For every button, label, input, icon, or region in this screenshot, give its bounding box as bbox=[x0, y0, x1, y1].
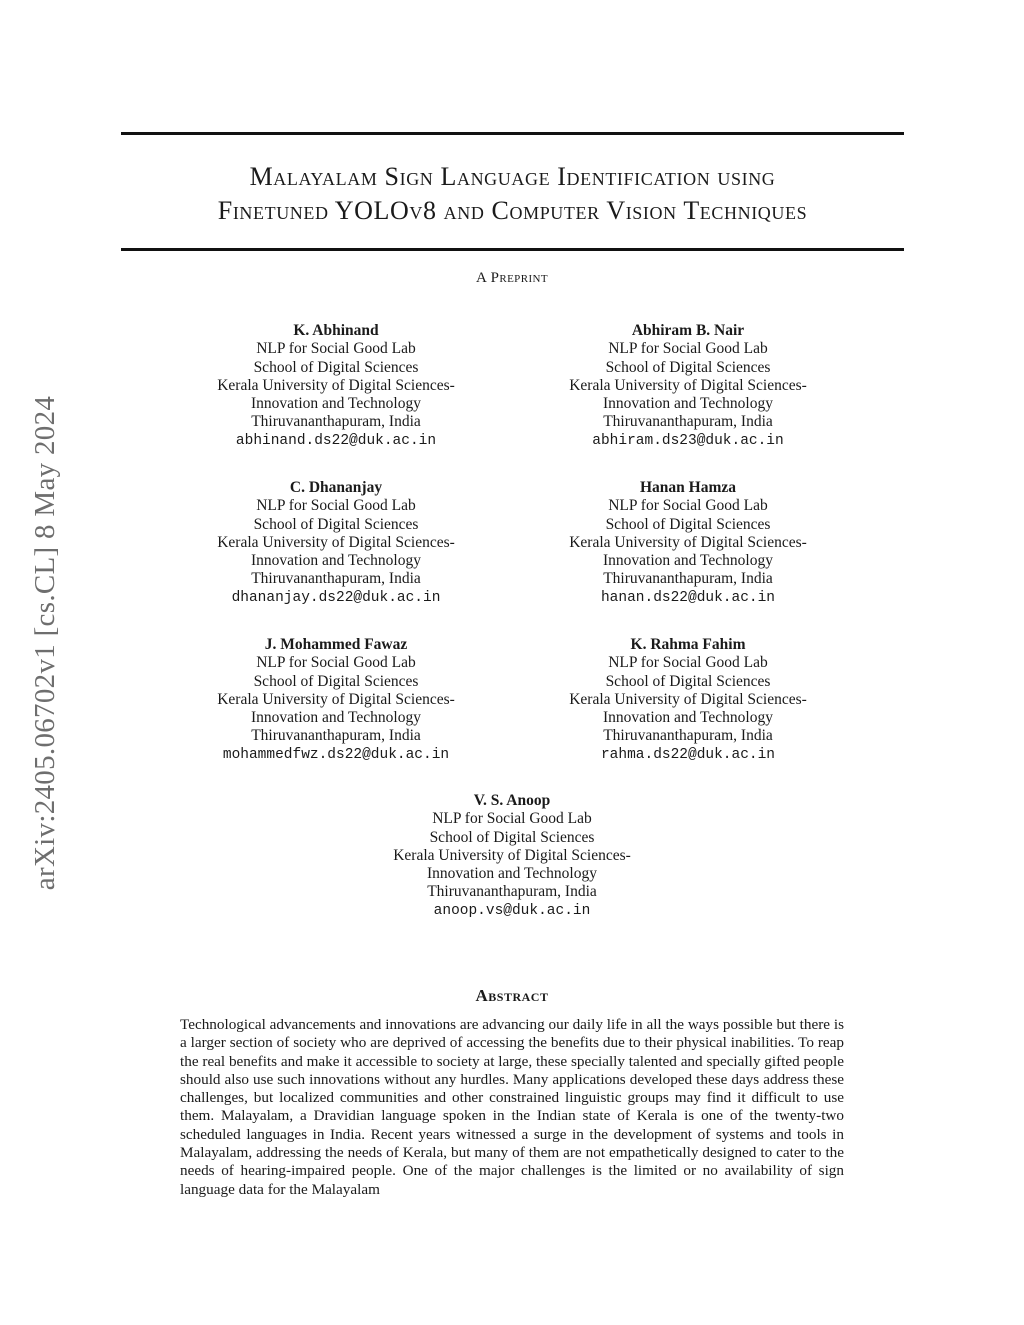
author-name: K. Abhinand bbox=[293, 322, 379, 339]
preprint-label: A Preprint bbox=[476, 270, 548, 286]
author-school: School of Digital Sciences bbox=[605, 358, 771, 376]
author-email: anoop.vs@duk.ac.in bbox=[433, 902, 591, 919]
author-school: School of Digital Sciences bbox=[429, 828, 595, 846]
author-university-cont: Innovation and Technology bbox=[603, 709, 773, 727]
author-name: Abhiram B. Nair bbox=[631, 322, 745, 339]
author-block bbox=[156, 322, 516, 450]
author-lab: NLP for Social Good Lab bbox=[432, 810, 592, 828]
author-school: School of Digital Sciences bbox=[253, 672, 419, 690]
author-school: School of Digital Sciences bbox=[253, 515, 419, 533]
author-city: Thiruvananthapuram, India bbox=[251, 413, 421, 431]
author-city: Thiruvananthapuram, India bbox=[603, 413, 773, 431]
author-university-cont: Innovation and Technology bbox=[603, 552, 773, 570]
author-name: Hanan Hamza bbox=[639, 479, 737, 496]
author-city: Thiruvananthapuram, India bbox=[603, 727, 773, 745]
author-block bbox=[508, 479, 868, 607]
author-block bbox=[508, 322, 868, 450]
author-name: C. Dhananjay bbox=[289, 479, 383, 496]
paper-title bbox=[121, 160, 904, 228]
author-city: Thiruvananthapuram, India bbox=[251, 570, 421, 588]
author-university: Kerala University of Digital Sciences- bbox=[217, 690, 455, 708]
author-name: K. Rahma Fahim bbox=[630, 636, 746, 653]
title-top-rule bbox=[121, 132, 904, 135]
title-bottom-rule bbox=[121, 248, 904, 251]
author-lab: NLP for Social Good Lab bbox=[608, 654, 768, 672]
title-line-2: Finetuned YOLOv8 and Computer Vision Techniques bbox=[217, 196, 808, 225]
author-block bbox=[332, 792, 692, 920]
author-university-cont: Innovation and Technology bbox=[427, 865, 597, 883]
author-lab: NLP for Social Good Lab bbox=[608, 497, 768, 515]
author-university-cont: Innovation and Technology bbox=[251, 709, 421, 727]
author-university: Kerala University of Digital Sciences- bbox=[569, 690, 807, 708]
abstract-text: Technological advancements and innovations are advancing our daily life in all the ways possible but there is a larger section of society who are deprived of accessing the benefits due to their physical inabilities. To reap the real benefits and make it accessible to society at large, these specially talented and specially gifted people should also use such innovations without any hurdles. Many applications developed these days address these challenges, but localized communities and other constrained linguistic groups may find it difficult to use them. Malayalam, a Dravidian language spoken in the Indian state of Kerala is one of the twenty-two scheduled languages in India. Recent years witnessed a surge in the development of systems and tools in Malayalam, addressing the needs of Kerala, but many of them are not empathetically designed to cater to the needs of hearing-impaired people. One of the major challenges is the limited or no availability of sign language data for the Malayalam bbox=[180, 1016, 844, 1198]
author-university: Kerala University of Digital Sciences- bbox=[569, 533, 807, 551]
author-block bbox=[508, 636, 868, 764]
author-email: dhananjay.ds22@duk.ac.in bbox=[231, 589, 441, 606]
author-lab: NLP for Social Good Lab bbox=[256, 654, 416, 672]
author-university: Kerala University of Digital Sciences- bbox=[393, 846, 631, 864]
author-school: School of Digital Sciences bbox=[605, 515, 771, 533]
author-lab: NLP for Social Good Lab bbox=[256, 497, 416, 515]
author-city: Thiruvananthapuram, India bbox=[251, 727, 421, 745]
title-line-1: Malayalam Sign Language Identification using bbox=[249, 162, 776, 191]
author-city: Thiruvananthapuram, India bbox=[603, 570, 773, 588]
author-block bbox=[156, 479, 516, 607]
author-email: rahma.ds22@duk.ac.in bbox=[600, 746, 776, 763]
author-email: abhiram.ds23@duk.ac.in bbox=[592, 432, 784, 449]
author-email: mohammedfwz.ds22@duk.ac.in bbox=[222, 746, 450, 763]
author-university: Kerala University of Digital Sciences- bbox=[217, 533, 455, 551]
author-lab: NLP for Social Good Lab bbox=[256, 340, 416, 358]
author-lab: NLP for Social Good Lab bbox=[608, 340, 768, 358]
author-university-cont: Innovation and Technology bbox=[251, 395, 421, 413]
author-university: Kerala University of Digital Sciences- bbox=[217, 376, 455, 394]
author-university: Kerala University of Digital Sciences- bbox=[569, 376, 807, 394]
arxiv-identifier: arXiv:2405.06702v1 [cs.CL] 8 May 2024 bbox=[29, 395, 61, 891]
author-city: Thiruvananthapuram, India bbox=[427, 883, 597, 901]
author-name: J. Mohammed Fawaz bbox=[264, 636, 408, 653]
author-school: School of Digital Sciences bbox=[605, 672, 771, 690]
author-block bbox=[156, 636, 516, 764]
author-university-cont: Innovation and Technology bbox=[251, 552, 421, 570]
author-name: V. S. Anoop bbox=[473, 792, 551, 809]
author-email: hanan.ds22@duk.ac.in bbox=[600, 589, 776, 606]
abstract-heading: Abstract bbox=[475, 986, 549, 1005]
author-university-cont: Innovation and Technology bbox=[603, 395, 773, 413]
author-school: School of Digital Sciences bbox=[253, 358, 419, 376]
author-email: abhinand.ds22@duk.ac.in bbox=[235, 432, 437, 449]
